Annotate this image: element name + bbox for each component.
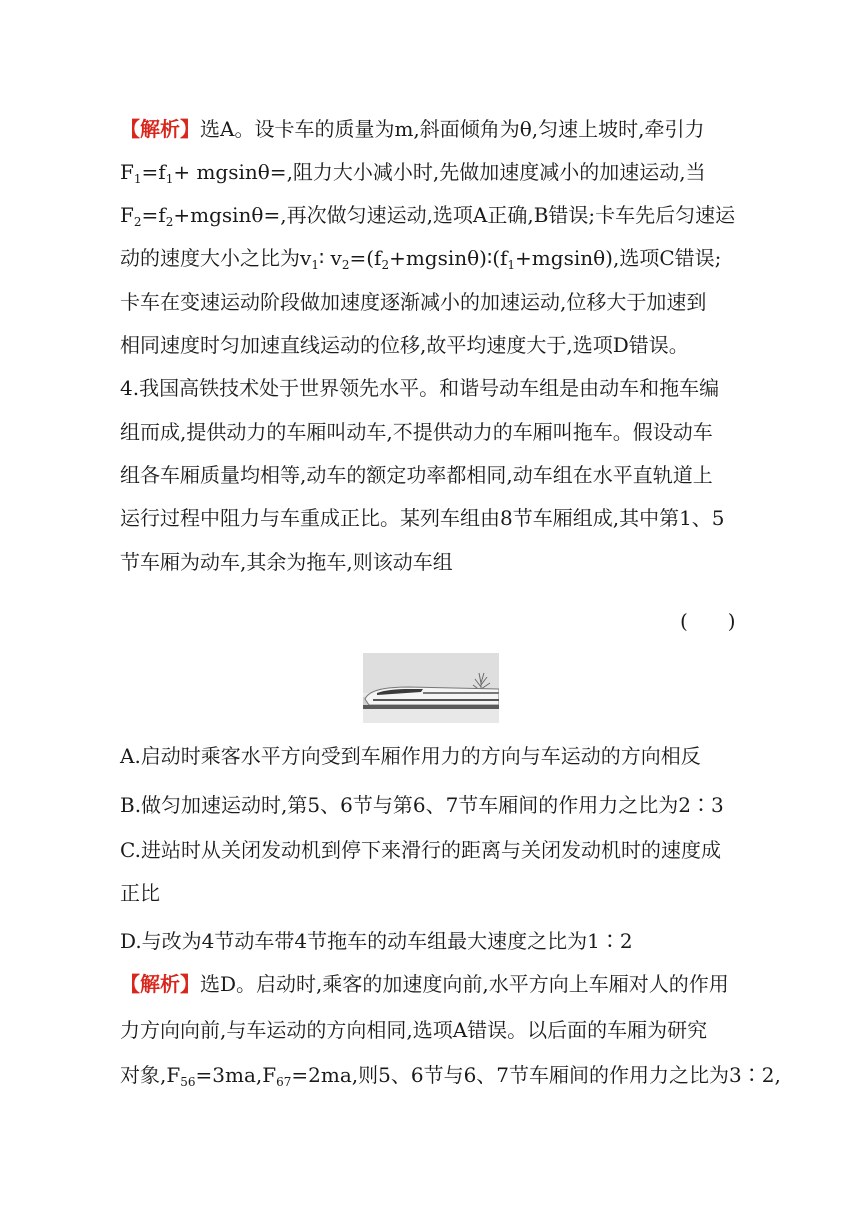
analysis-tag: 【解析】 [120,972,200,996]
text: =f [141,160,166,184]
option-d: D.与改为4节动车带4节拖车的动车组最大速度之比为1∶2 [120,929,633,953]
text: =2ma,则5、6节与6、7节车厢间的作用力之比为3∶2, [291,1063,781,1087]
option-c: C.进站时从关闭发动机到停下来滑行的距离与关闭发动机时的速度成 [120,838,721,862]
text: 选A。设卡车的质量为m,斜面倾角为θ,匀速上坡时,牵引力 [200,117,705,141]
train-photo [363,653,499,723]
text: F [120,203,134,227]
bullet-train-image [363,653,499,723]
analysis-tag: 【解析】 [120,117,200,141]
subscript: 2 [165,215,174,229]
option-c-continued: 正比 [120,881,160,905]
analysis-line [120,972,760,996]
analysis-line [120,117,760,141]
subscript: 1 [311,258,319,272]
text: F [120,160,134,184]
analysis-line: 力方向向前,与车运动的方向相同,选项A错误。以后面的车厢为研究 [120,1018,708,1042]
text: + mgsinθ=,阻力大小减小时,先做加速度减小的加速运动,当 [173,160,706,184]
text: =3ma,F [195,1063,277,1087]
text: +mgsinθ)∶(f [389,246,508,270]
question-line: 节车厢为动车,其余为拖车,则该动车组 [120,550,453,574]
question-line: 组而成,提供动力的车厢叫动车,不提供动力的车厢叫拖车。假设动车 [120,420,713,444]
answer-parentheses: ( ) [680,609,736,633]
text: 选D。启动时,乘客的加速度向前,水平方向上车厢对人的作用 [200,972,729,996]
subscript: 2 [341,258,350,272]
question-line: 运行过程中阻力与车重成正比。某列车组由8节车厢组成,其中第1、5 [120,506,725,530]
analysis-line: 相同速度时匀加速直线运动的位移,故平均速度大于,选项D错误。 [120,333,689,357]
analysis-line: 卡车在变速运动阶段做加速度逐渐减小的加速运动,位移大于加速到 [120,290,707,314]
question-line: 组各车厢质量均相等,动车的额定功率都相同,动车组在水平直轨道上 [120,463,713,487]
analysis-line [120,1063,781,1089]
subscript: 2 [133,215,142,229]
text: =f [141,203,166,227]
option-a: A.启动时乘客水平方向受到车厢作用力的方向与车运动的方向相反 [120,744,701,768]
text: =(f [349,246,382,270]
text: +mgsinθ=,再次做匀速运动,选项A正确,B错误;卡车先后匀速运 [173,203,736,227]
subscript: 1 [165,172,174,186]
option-b: B.做匀加速运动时,第5、6节与第6、7节车厢间的作用力之比为2∶3 [120,793,724,817]
subscript: 2 [381,258,390,272]
subscript: 1 [133,172,142,186]
analysis-line [120,203,760,227]
text: +mgsinθ),选项C错误; [515,246,722,270]
text: ∶ v [318,246,342,270]
analysis-line [120,160,760,184]
question-line: 4.我国高铁技术处于世界领先水平。和谐号动车组是由动车和拖车编 [120,376,720,400]
text: 动的速度大小之比为v [120,246,312,270]
subscript: 67 [276,1075,292,1089]
subscript: 56 [180,1075,196,1089]
analysis-line [120,246,760,270]
text: 对象,F [120,1063,181,1087]
subscript: 1 [507,258,516,272]
